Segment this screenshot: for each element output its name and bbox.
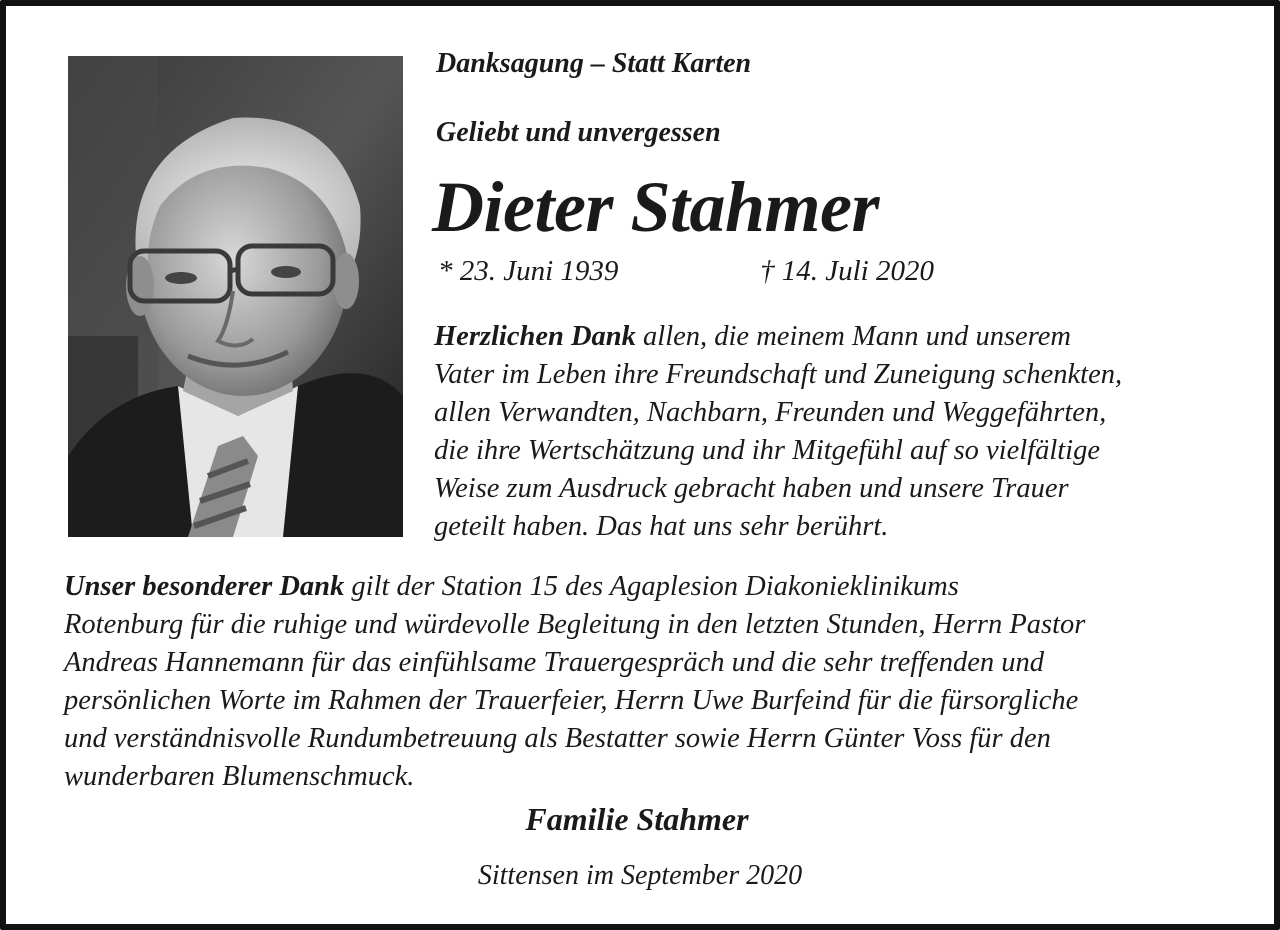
family-signature [0,800,1280,838]
deceased-name: Dieter Stahmer [432,167,880,247]
death-date: † 14. Juli 2020 [760,255,934,287]
special-thanks-line: persönlichen Worte im Rahmen der Trauerfeier, Herrn Uwe Burfeind für die fürsorgliche [64,685,1079,716]
signature-text: Familie Stahmer [525,801,749,837]
memorial-subtitle: Geliebt und unvergessen [436,117,721,148]
thanks-line: die ihre Wertschätzung und ihr Mitgefühl auf so vielfältige [434,435,1100,466]
special-thanks-line: wunderbaren Blumenschmuck. [64,761,415,792]
notice-type-heading: Danksagung – Statt Karten [436,48,752,79]
place-and-date [0,858,1280,894]
thanks-line: Weise zum Ausdruck gebracht haben und unsere Trauer [434,473,1069,504]
thanks-line: Vater im Leben ihre Freundschaft und Zuneigung schenkten, [434,359,1123,390]
special-thanks-line: und verständnisvolle Rundumbetreuung als Bestatter sowie Herrn Günter Voss für den [64,723,1051,754]
birth-date: * 23. Juni 1939 [438,255,619,287]
thanks-paragraph [434,318,1234,546]
thanks-lead: Herzlichen Dank [434,321,636,352]
portrait-image [68,56,403,537]
special-thanks-paragraph [64,568,1254,796]
thanks-line: allen, die meinem Mann und unserem [635,321,1071,352]
portrait-photo [68,56,403,537]
thanks-line: geteilt haben. Das hat uns sehr berührt. [434,511,889,542]
thanks-line: allen Verwandten, Nachbarn, Freunden und Weggefährten, [434,397,1107,428]
special-thanks-line: Andreas Hannemann für das einfühlsame Trauergespräch und die sehr treffenden und [64,647,1044,678]
special-thanks-line: Rotenburg für die ruhige und würdevolle Begleitung in den letzten Stunden, Herrn Pastor [64,609,1086,640]
place-date-text: Sittensen im September 2020 [477,860,803,891]
special-thanks-line: gilt der Station 15 des Agaplesion Diakonieklinikums [344,571,959,602]
special-thanks-lead: Unser besonderer Dank [64,571,345,602]
